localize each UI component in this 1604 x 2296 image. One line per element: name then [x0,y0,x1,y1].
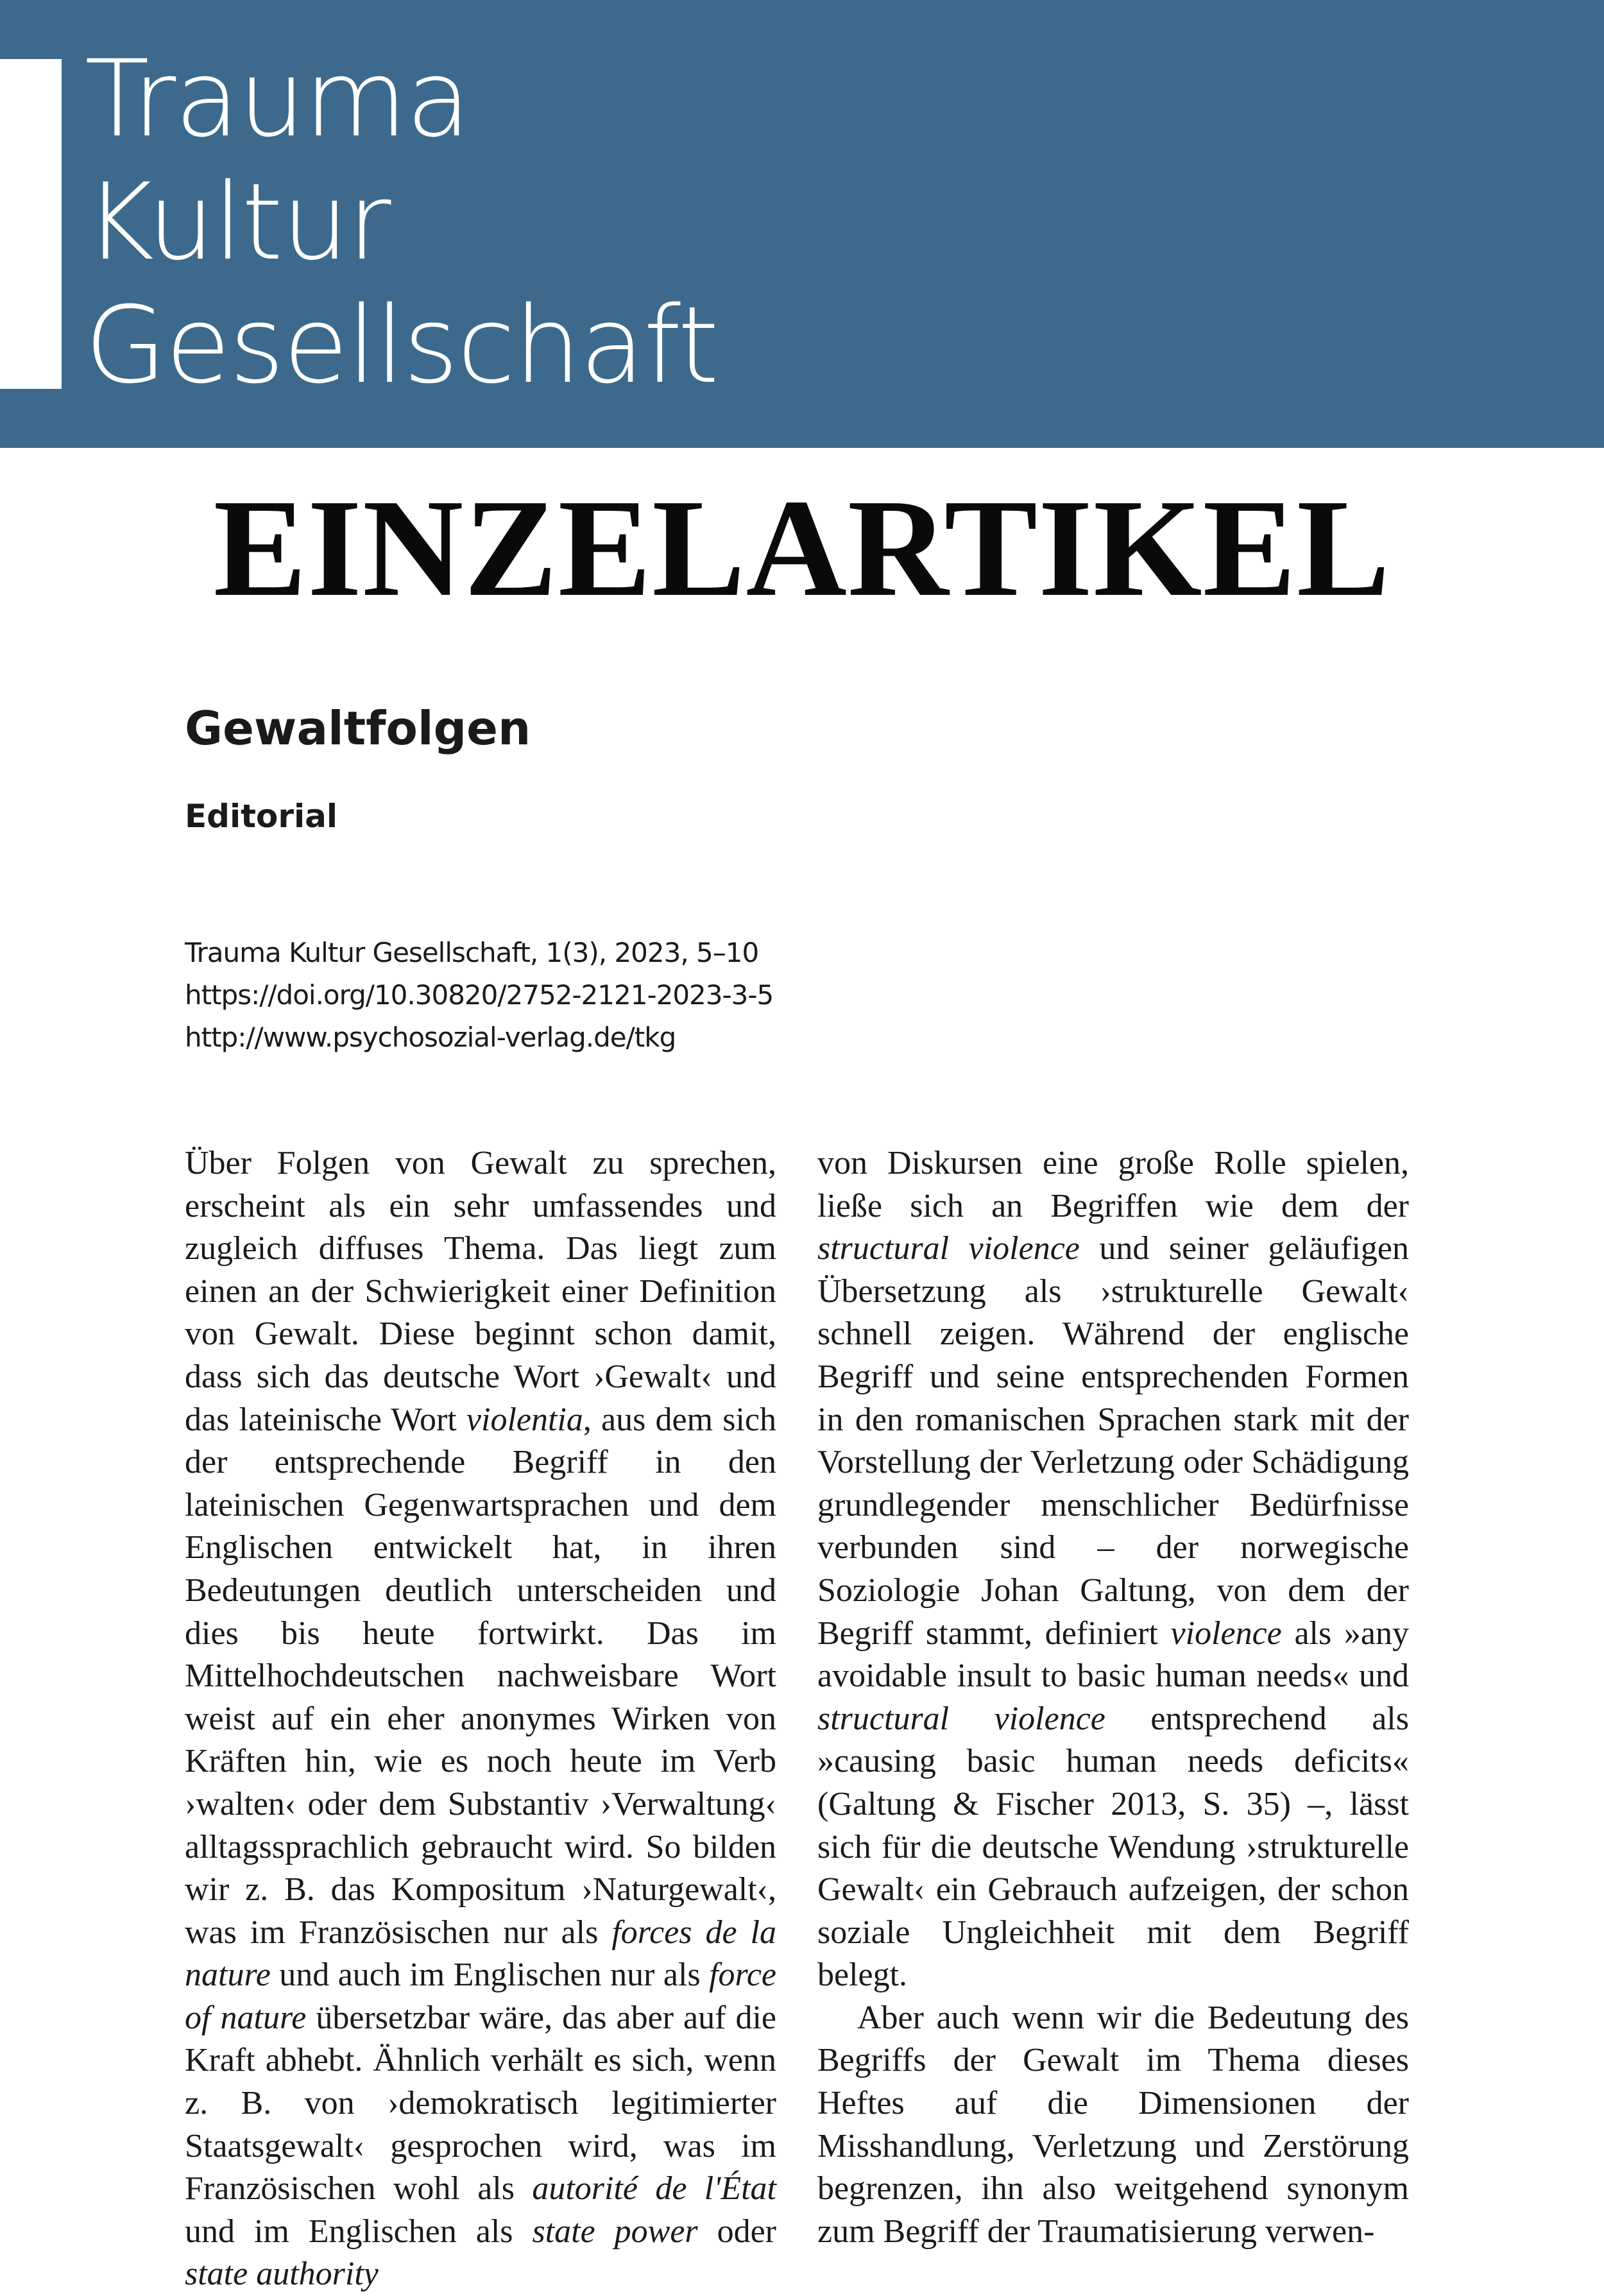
journal-title-line-1: Trauma [85,37,470,160]
body-paragraph: Aber auch wenn wir die Bedeutung des Begriffs der Gewalt im Thema dieses Heftes auf die Dimensionen der Misshandlung, Verletzung und Zerstörung begrenzen, ihn also weitgehend synonym zum Begriff der Traumatisierung verwen- [817,1999,1409,2250]
article-title: Gewaltfolgen [185,701,531,755]
article-type: Editorial [185,798,338,835]
journal-title-line-2: Kultur [85,160,390,284]
citation-block [185,932,773,1059]
document-type-heading: EINZELARTIKEL [213,471,1391,626]
body-paragraph: von Diskursen eine große Rolle spielen, ließe sich an Begriffen wie dem der structural violence und seiner geläufigen Übersetzung als ›strukturelle Gewalt‹ schnell zeigen. Während der englische Begriff und seine entsprechenden Formen in den romanischen Sprachen stark mit der Vorstellung der Verletzung oder Schädigung grundlegender menschlicher Bedürfnisse verbunden sind – der norwegische Soziologie Johan Galtung, von dem der Begriff stammt, definiert violence als »any avoidable insult to basic human needs« und structural violence entsprechend als »causing basic human needs deficits« (Galtung & Fischer 2013, S. 35) –, lässt sich für die deutsche Wendung ›strukturelle Gewalt‹ ein Gebrauch aufzeigen, der schon soziale Ungleichheit mit dem Begriff belegt. [817,1145,1409,1994]
journal-title-line-3: Gesellschaft [85,284,718,407]
journal-title [85,37,718,407]
masthead-accent-bar [0,59,62,389]
publisher-link[interactable]: http://www.psychosozial-verlag.de/tkg [185,1022,676,1053]
citation-line: Trauma Kultur Gesellschaft, 1(3), 2023, 5–10 [185,937,759,968]
journal-masthead [0,0,1604,448]
doi-link[interactable]: https://doi.org/10.30820/2752-2121-2023-3-5 [185,979,774,1011]
body-column-left [185,1142,776,2296]
body-column-right [817,1142,1409,2253]
body-paragraph: Über Folgen von Gewalt zu sprechen, erscheint als ein sehr umfassendes und zugleich diffuses Thema. Das liegt zum einen an der Schwierigkeit einer Definition von Gewalt. Diese beginnt schon damit, dass sich das deutsche Wort ›Gewalt‹ und das lateinische Wort violentia, aus dem sich der entsprechende Begriff in den lateinischen Gegenwartsprachen und dem Englischen entwickelt hat, in ihren Bedeutungen deutlich unterscheiden und dies bis heute fortwirkt. Das im Mittelhochdeutschen nachweisbare Wort weist auf ein eher anonymes Wirken von Kräften hin, wie es noch heute im Verb ›walten‹ oder dem Substantiv ›Verwaltung‹ alltagssprachlich gebraucht wird. So bilden wir z. B. das Kompositum ›Naturgewalt‹, was im Französischen nur als forces de la nature und auch im Englischen nur als force of nature übersetzbar wäre, das aber auf die Kraft abhebt. Ähnlich verhält es sich, wenn z. B. von ›demokratisch legitimierter Staatsgewalt‹ gesprochen wird, was im Französischen wohl als autorité de l'État und im Englischen als state power oder state authority [185,1145,776,2293]
